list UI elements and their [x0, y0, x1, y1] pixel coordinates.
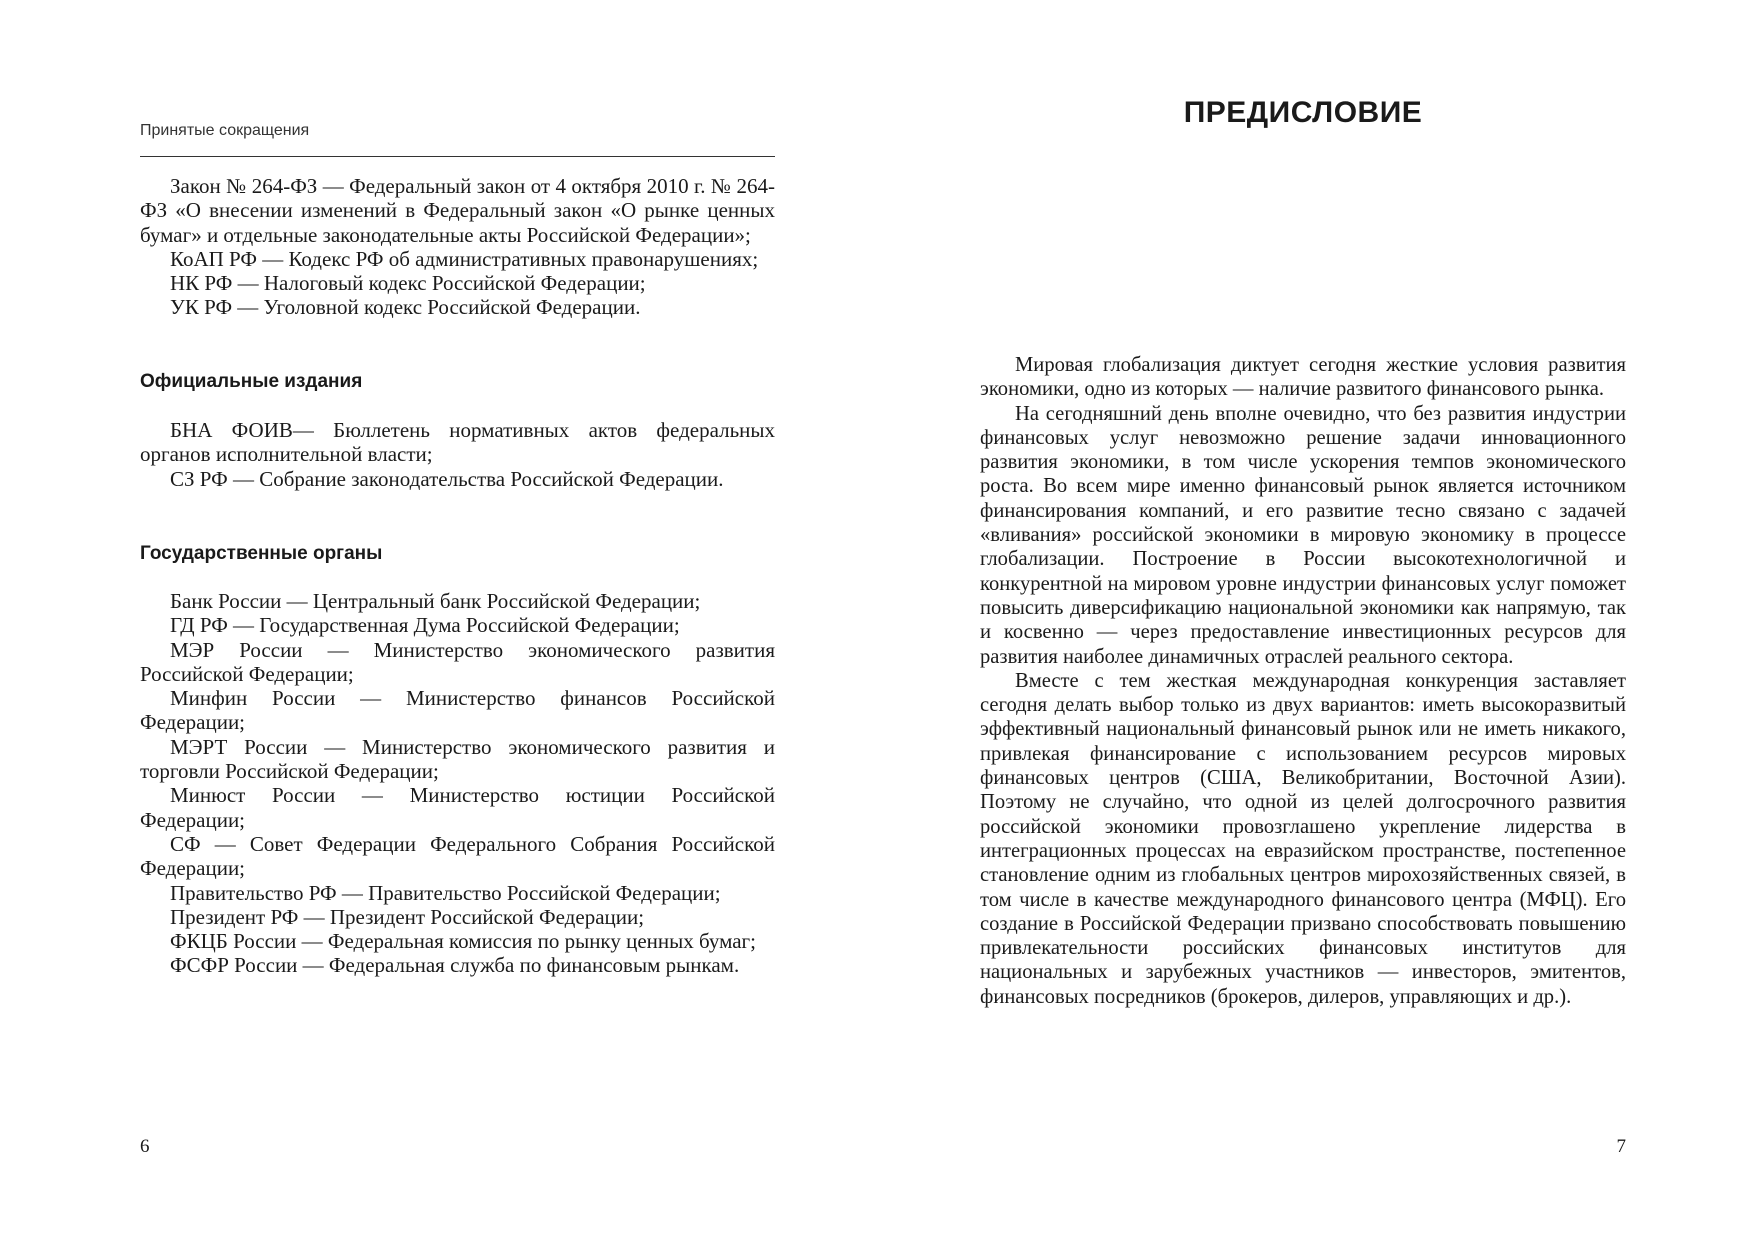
preface-paragraph: На сегодняшний день вполне очевидно, что без развития индустрии финансовых услуг невозможно решение задачи инновационного развития экономики, в том числе ускорения темпов экономического роста. Во всем мире именно финансовый рынок является источником финансирования компаний, и его развитие тесно связано с задачей «вливания» российской экономики в мировую экономику в процессе глобализации. Построение в России высокотехнологичной и конкурентной на мировом уровне индустрии финансовых услуг поможет повысить диверсификацию национальной экономики как напрямую, так и косвенно — через предоставление инвестиционных ресурсов для развития наиболее динамичных отраслей реального сектора. — [980, 402, 1626, 668]
abbreviation-entry: Закон № 264-ФЗ — Федеральный закон от 4 октября 2010 г. № 264-ФЗ «О внесении изменений в Федеральный закон «О рынке ценных бумаг» и отдельные законодательные акты Российской Федерации»; — [140, 174, 775, 247]
abbreviation-entry: Минюст России — Министерство юстиции Российской Федерации; — [140, 783, 775, 832]
government-section — [140, 589, 775, 978]
running-head: Принятые сокращения — [140, 122, 310, 139]
preface-paragraph: Мировая глобализация диктует сегодня жесткие условия развития экономики, одно из которых — наличие развитого финансового рынка. — [980, 354, 1626, 401]
preface-paragraph: Вместе с тем жесткая международная конкуренция заставляет сегодня делать выбор только из двух вариантов: иметь высокоразвитый эффективный национальный финансовый рынок или не иметь никакого, привлекая финансирование с использованием ресурсов мировых финансовых центров (США, Великобритании, Восточной Азии). Поэтому не случайно, что одной из целей долгосрочного развития российской экономики провозглашено укрепление лидерства в интеграционных процессах на евразийском пространстве, постепенное становление одним из глобальных центров мирохозяйственных связей, в том числе в качестве международного финансового центра (МФЦ). Его создание в Российской Федерации призвано способствовать повышению привлекательности российских финансовых институтов для национальных и зарубежных участников — инвесторов, эмитентов, финансовых посредников (брокеров, дилеров, управляющих и др.). — [980, 669, 1626, 1008]
section-heading-government: Государственные органы — [140, 543, 383, 564]
abbreviation-entry: ФКЦБ России — Федеральная комиссия по рынку ценных бумаг; — [170, 929, 757, 954]
abbreviation-entry: СЗ РФ — Собрание законодательства Российской Федерации. — [170, 466, 724, 491]
right-page — [980, 0, 1626, 1241]
abbreviation-entry: БНА ФОИВ— Бюллетень нормативных актов федеральных органов исполнительной власти; — [140, 418, 775, 467]
header-rule — [140, 156, 775, 157]
abbreviation-entry: УК РФ — Уголовной кодекс Российской Федерации. — [170, 295, 641, 320]
abbreviation-entry: НК РФ — Налоговый кодекс Российской Федерации; — [170, 271, 646, 296]
left-page — [140, 0, 775, 1241]
chapter-title: ПРЕДИСЛОВИЕ — [1183, 96, 1423, 129]
abbreviation-entry: Президент РФ — Президент Российской Федерации; — [170, 904, 645, 929]
abbreviation-entry: КоАП РФ — Кодекс РФ об административных правонарушениях; — [170, 246, 759, 271]
abbreviation-entry: СФ — Совет Федерации Федерального Собрания Российской Федерации; — [140, 831, 775, 881]
page-number-left: 6 — [140, 1136, 150, 1157]
preface-body — [980, 353, 1626, 1009]
page-number-right: 7 — [1616, 1136, 1626, 1157]
official-section — [140, 418, 775, 491]
abbreviation-entry: МЭРТ России — Министерство экономического развития и торговли Российской Федерации; — [140, 734, 775, 784]
abbreviation-entry: Минфин России — Министерство финансов Российской Федерации; — [140, 686, 775, 735]
abbreviation-entry: ГД РФ — Государственная Дума Российской Федерации; — [170, 613, 680, 638]
laws-section — [140, 174, 775, 320]
abbreviation-entry: Банк России — Центральный банк Российской Федерации; — [170, 589, 701, 613]
abbreviation-entry: ФСФР России — Федеральная служба по финансовым рынкам. — [170, 953, 740, 978]
section-heading-official: Официальные издания — [140, 371, 363, 392]
abbreviation-entry: Правительство РФ — Правительство Российской Федерации; — [170, 880, 721, 905]
abbreviation-entry: МЭР России — Министерство экономического развития Российской Федерации; — [140, 637, 775, 686]
